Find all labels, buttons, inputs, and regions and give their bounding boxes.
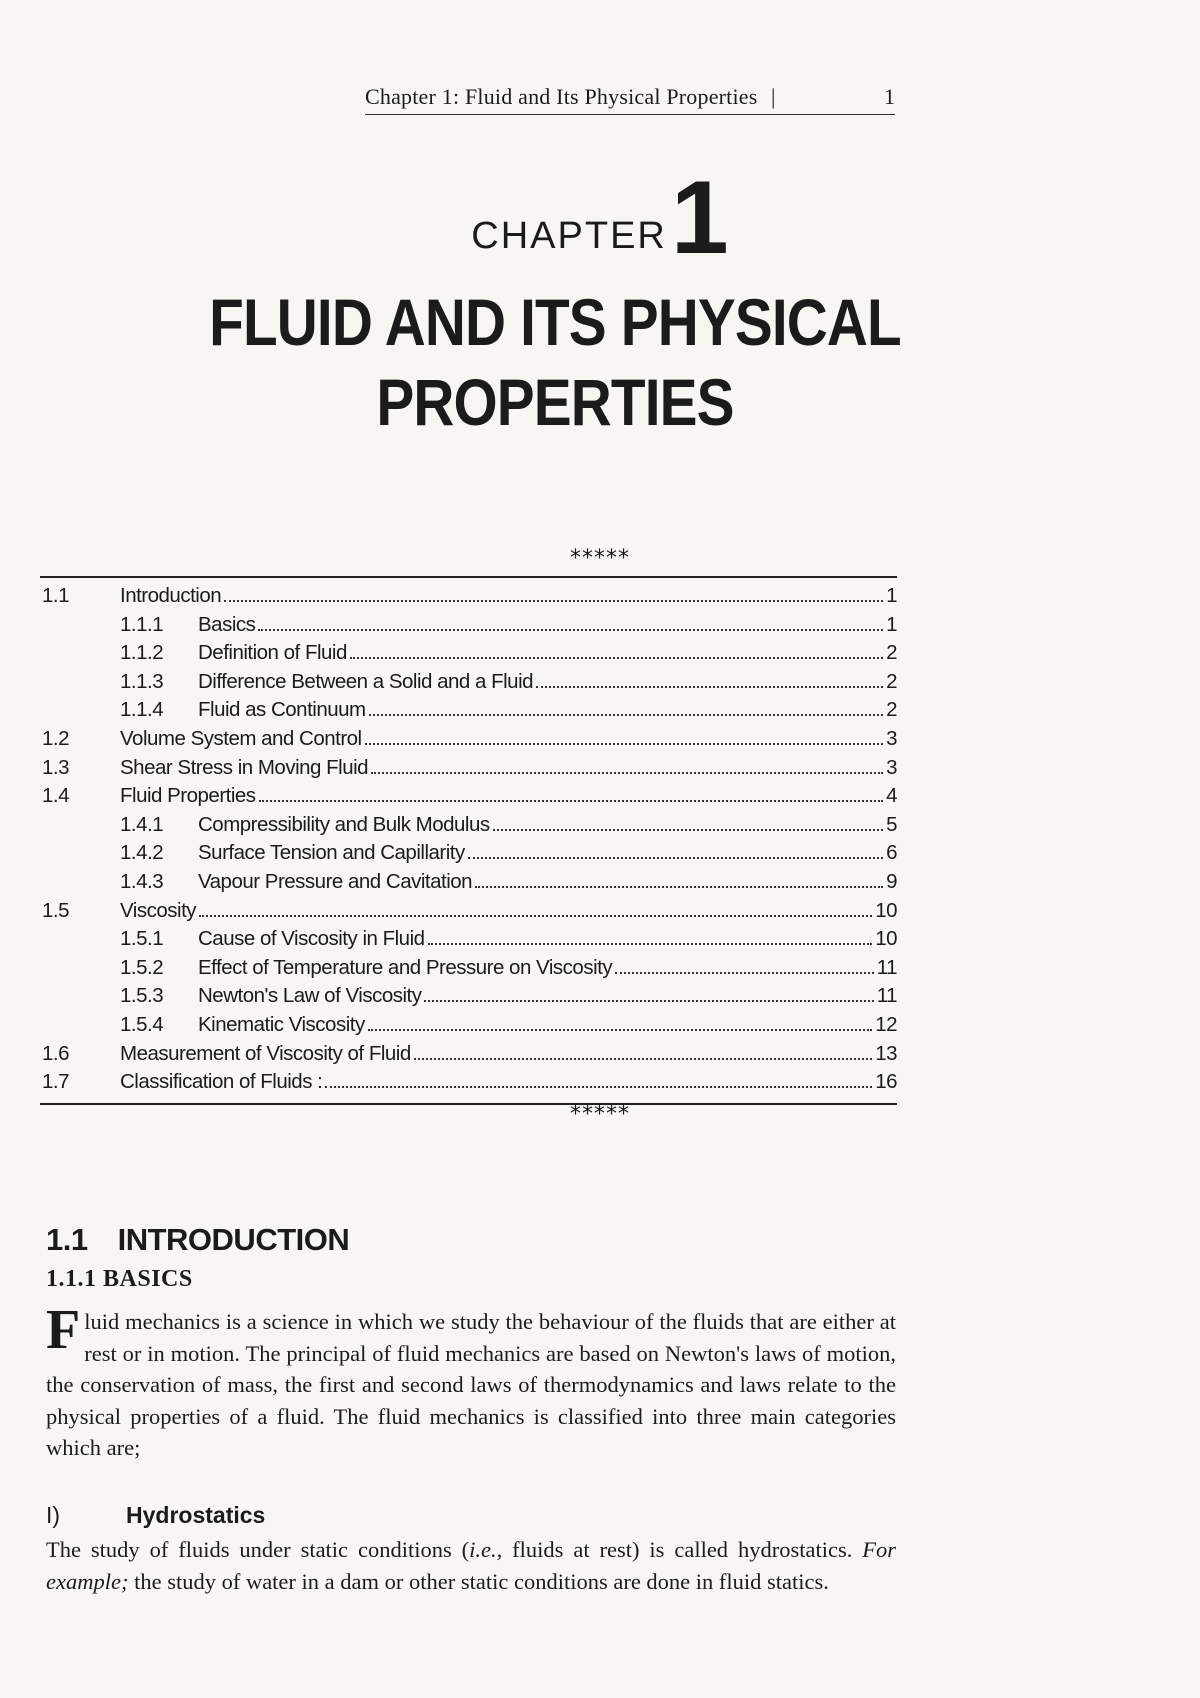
toc-entry-label: Compressibility and Bulk Modulus	[198, 812, 490, 836]
toc-leader-dots	[493, 829, 883, 831]
toc-leader-dots	[475, 886, 883, 888]
toc-entry	[40, 813, 897, 842]
toc-entry-number: 1.3	[42, 755, 69, 779]
toc-leader-dots	[199, 915, 872, 917]
intro-paragraph	[46, 1299, 896, 1464]
toc-entry	[40, 870, 897, 899]
subsection-number: 1.1.1	[46, 1266, 97, 1292]
hydro-text-c: the study of water in a dam or other static conditions are done in fluid statics.	[128, 1568, 829, 1594]
toc-leader-dots	[325, 1086, 872, 1088]
toc-entry-label: Effect of Temperature and Pressure on Viscosity	[198, 955, 613, 979]
toc-entry-label: Fluid Properties	[120, 784, 256, 808]
toc-entry-number: 1.5.4	[120, 1012, 164, 1036]
toc-entry-number: 1.7	[42, 1070, 69, 1094]
drop-cap: F	[46, 1299, 81, 1361]
toc-entry-number: 1.5.3	[120, 984, 164, 1008]
toc-entry-number: 1.1.4	[120, 698, 164, 722]
hydro-text-b: fluids at rest) is called hydrostatics.	[502, 1537, 863, 1562]
toc-entry-page: 4	[886, 784, 897, 808]
running-title	[365, 84, 775, 110]
page-number: 1	[884, 84, 895, 109]
hydrostatics-paragraph	[46, 1534, 896, 1597]
toc-entry-page: 10	[875, 898, 897, 922]
toc-entry-number: 1.6	[42, 1041, 69, 1065]
toc-leader-dots	[428, 943, 873, 945]
running-title-text: Chapter 1: Fluid and Its Physical Properties	[365, 84, 758, 109]
toc-entry-page: 2	[886, 641, 897, 665]
toc-entry	[40, 584, 897, 613]
toc-entry-page: 3	[886, 726, 897, 750]
toc-entry	[40, 984, 897, 1013]
toc-entry	[40, 613, 897, 642]
toc-leader-dots	[369, 714, 883, 716]
toc-entry-page: 1	[886, 612, 897, 636]
toc-leader-dots	[615, 972, 874, 974]
toc-entry	[40, 641, 897, 670]
toc-entry-label: Difference Between a Solid and a Fluid	[198, 669, 534, 693]
running-header	[365, 84, 895, 115]
hydro-text-a: The study of fluids under static conditions (	[46, 1537, 470, 1562]
hydrostatics-title: Hydrostatics	[126, 1502, 266, 1528]
toc-entry-label: Vapour Pressure and Cavitation	[198, 869, 473, 893]
toc-entry-number: 1.4.1	[120, 812, 164, 836]
toc-entry-page: 2	[886, 669, 897, 693]
toc-entry-page: 10	[875, 927, 897, 951]
toc-leader-dots	[224, 600, 883, 602]
toc-entry-page: 2	[886, 698, 897, 722]
toc-entry-page: 3	[886, 755, 897, 779]
toc-leader-dots	[368, 1029, 872, 1031]
chapter-title	[147, 282, 964, 442]
toc-entry-page: 16	[875, 1070, 897, 1094]
toc-entry-label: Kinematic Viscosity	[198, 1012, 365, 1036]
toc-entry-label: Measurement of Viscosity of Fluid	[120, 1041, 411, 1065]
toc-entry-label: Introduction	[120, 584, 222, 607]
toc-leader-dots	[259, 800, 884, 802]
toc-entry-label: Shear Stress in Moving Fluid	[120, 755, 369, 779]
toc-entry-number: 1.5	[42, 898, 69, 922]
toc-entry-page: 12	[875, 1012, 897, 1036]
toc-entry-label: Basics	[198, 612, 256, 636]
hydro-text-example: For example;	[46, 1537, 897, 1594]
toc-entry-number: 1.1.1	[120, 612, 164, 636]
toc-entry-label: Definition of Fluid	[198, 641, 347, 665]
toc-entry-label: Classification of Fluids :	[120, 1070, 323, 1094]
toc-entry-number: 1.1	[42, 584, 69, 607]
chapter-title-line-1: FLUID AND ITS PHYSICAL	[209, 285, 901, 359]
divider-stars-bottom: *****	[570, 1102, 630, 1127]
toc-entry	[40, 841, 897, 870]
intro-paragraph-text: luid mechanics is a science in which we study the behaviour of the fluids that are either at rest or in motion. The principal of fluid mechanics are based on Newton's laws of motion, the conservation of mass, the first and second laws of thermodynamics and laws relate to the physical properties of a fluid. The fluid mechanics is classified into three main categories which are;	[46, 1309, 896, 1460]
toc-entry-page: 11	[876, 984, 897, 1008]
hydro-text-ie: i.e.,	[469, 1537, 503, 1562]
toc-leader-dots	[371, 772, 883, 774]
toc-entry-label: Fluid as Continuum	[198, 698, 366, 722]
toc-leader-dots	[468, 857, 883, 859]
toc-entry-number: 1.5.1	[120, 927, 164, 951]
toc-entry-number: 1.5.2	[120, 955, 164, 979]
toc-entry-page: 5	[886, 812, 897, 836]
hydrostatics-number: I)	[46, 1502, 61, 1528]
toc-entry-page: 6	[886, 841, 897, 865]
toc-entry-number: 1.1.2	[120, 641, 164, 665]
chapter-number: 1	[670, 160, 729, 276]
toc-entry-number: 1.1.3	[120, 669, 164, 693]
toc-entry	[40, 899, 897, 928]
table-of-contents	[40, 576, 897, 1105]
toc-entry	[40, 727, 897, 756]
toc-leader-dots	[536, 686, 883, 688]
toc-leader-dots	[424, 1000, 873, 1002]
toc-entry	[40, 1013, 897, 1042]
toc-entry-label: Surface Tension and Capillarity	[198, 841, 465, 865]
divider-stars-top: *****	[570, 546, 630, 571]
toc-entry-label: Cause of Viscosity in Fluid	[198, 927, 425, 951]
toc-leader-dots	[414, 1058, 872, 1060]
toc-entry-number: 1.4.2	[120, 841, 164, 865]
toc-entry	[40, 1070, 897, 1099]
toc-leader-dots	[365, 743, 883, 745]
header-separator: |	[771, 84, 776, 109]
chapter-label	[0, 160, 1200, 276]
toc-entry-page: 13	[875, 1041, 897, 1065]
toc-entry-number: 1.2	[42, 726, 69, 750]
hydrostatics-heading	[46, 1502, 265, 1529]
toc-entry-label: Volume System and Control	[120, 726, 362, 750]
section-heading	[46, 1222, 349, 1258]
toc-entry	[40, 670, 897, 699]
toc-entry	[40, 698, 897, 727]
toc-entry-label: Newton's Law of Viscosity	[198, 984, 422, 1008]
toc-entry	[40, 956, 897, 985]
toc-entry	[40, 784, 897, 813]
section-number: 1.1	[46, 1222, 88, 1257]
toc-leader-dots	[350, 657, 883, 659]
section-title: INTRODUCTION	[117, 1222, 350, 1257]
toc-leader-dots	[258, 629, 883, 631]
toc-entry-label: Viscosity	[120, 898, 197, 922]
toc-entry-page: 11	[876, 955, 897, 979]
toc-entry	[40, 756, 897, 785]
chapter-word: CHAPTER	[471, 215, 667, 257]
toc-entry-page: 1	[886, 584, 897, 607]
chapter-title-line-2: PROPERTIES	[376, 365, 734, 439]
toc-entry	[40, 1042, 897, 1071]
toc-entry-page: 9	[886, 869, 897, 893]
toc-entry	[40, 927, 897, 956]
subsection-heading	[46, 1266, 193, 1293]
toc-entry-number: 1.4.3	[120, 869, 164, 893]
subsection-title: BASICS	[103, 1266, 193, 1292]
toc-entry-number: 1.4	[42, 784, 69, 808]
